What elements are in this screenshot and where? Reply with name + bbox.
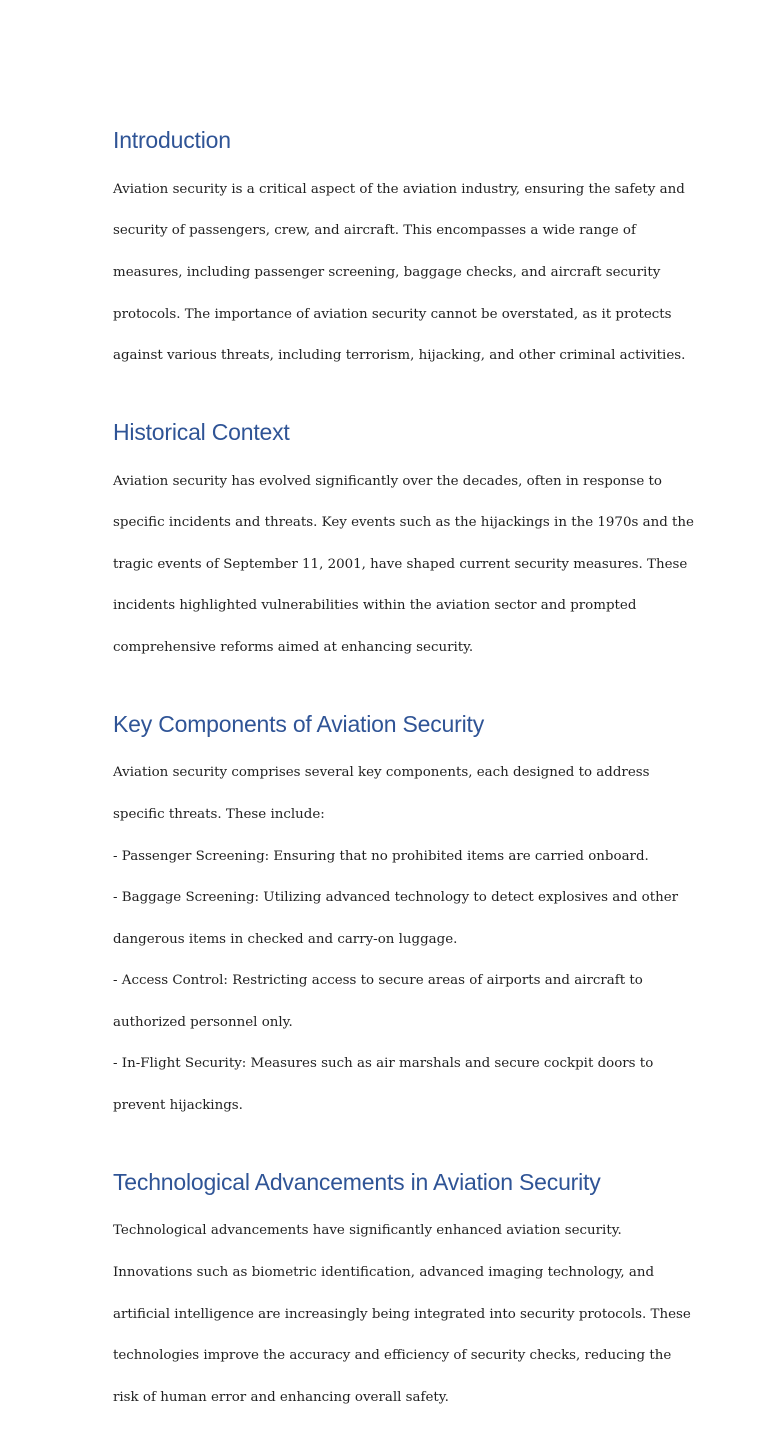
bullet-line-continuation: authorized personnel only. bbox=[113, 1014, 293, 1030]
paragraph-line: specific incidents and threats. Key events such as the hijackings in the 1970s and the bbox=[113, 515, 694, 531]
paragraph-line: specific threats. These include: bbox=[113, 806, 325, 822]
section-paragraph bbox=[113, 743, 679, 1138]
paragraph-line: Technological advancements have significantly enhanced aviation security. bbox=[113, 1223, 622, 1239]
paragraph-line: incidents highlighted vulnerabilities within the aviation sector and prompted bbox=[113, 598, 637, 614]
paragraph-line: tragic events of September 11, 2001, have shaped current security measures. These bbox=[113, 556, 688, 572]
bullet-line: - Access Control: Restricting access to secure areas of airports and aircraft to bbox=[113, 973, 643, 989]
paragraph-line: protocols. The importance of aviation security cannot be overstated, as it protects bbox=[113, 306, 672, 322]
paragraph-line: risk of human error and enhancing overall safety. bbox=[113, 1389, 449, 1405]
paragraph-line: security of passengers, crew, and aircraft. This encompasses a wide range of bbox=[113, 223, 636, 239]
section-technological-advancements bbox=[113, 1166, 691, 1429]
paragraph-line: measures, including passenger screening, baggage checks, and aircraft security bbox=[113, 264, 661, 280]
document-content bbox=[113, 124, 694, 1429]
bullet-line: - Baggage Screening: Utilizing advanced technology to detect explosives and other bbox=[113, 890, 679, 906]
bullet-line-continuation: dangerous items in checked and carry-on luggage. bbox=[113, 931, 458, 947]
section-introduction bbox=[113, 124, 686, 388]
section-heading: Technological Advancements in Aviation Security bbox=[113, 1168, 601, 1195]
paragraph-line: comprehensive reforms aimed at enhancing security. bbox=[113, 639, 474, 655]
paragraph-line: artificial intelligence are increasingly being integrated into security protocols. These bbox=[113, 1306, 691, 1322]
section-heading: Introduction bbox=[113, 127, 231, 153]
section-heading: Key Components of Aviation Security bbox=[113, 710, 485, 737]
paragraph-line: Aviation security comprises several key components, each designed to address bbox=[113, 765, 650, 781]
paragraph-line: Innovations such as biometric identification, advanced imaging technology, and bbox=[113, 1265, 655, 1281]
bullet-line: - Passenger Screening: Ensuring that no prohibited items are carried onboard. bbox=[113, 848, 649, 864]
paragraph-line: against various threats, including terrorism, hijacking, and other criminal activities. bbox=[113, 348, 686, 364]
section-historical-context bbox=[113, 416, 694, 680]
paragraph-line: Aviation security is a critical aspect of the aviation industry, ensuring the safety and bbox=[113, 181, 685, 197]
section-heading: Historical Context bbox=[113, 418, 290, 445]
section-paragraph bbox=[113, 1201, 691, 1429]
paragraph-line: Aviation security has evolved significantly over the decades, often in response to bbox=[113, 473, 662, 489]
bullet-line: - In-Flight Security: Measures such as air marshals and secure cockpit doors to bbox=[113, 1056, 654, 1072]
paragraph-line: technologies improve the accuracy and efficiency of security checks, reducing the bbox=[113, 1348, 672, 1364]
section-key-components bbox=[113, 708, 679, 1138]
bullet-line-continuation: prevent hijackings. bbox=[113, 1098, 243, 1114]
section-paragraph bbox=[113, 159, 686, 388]
section-paragraph bbox=[113, 451, 694, 680]
